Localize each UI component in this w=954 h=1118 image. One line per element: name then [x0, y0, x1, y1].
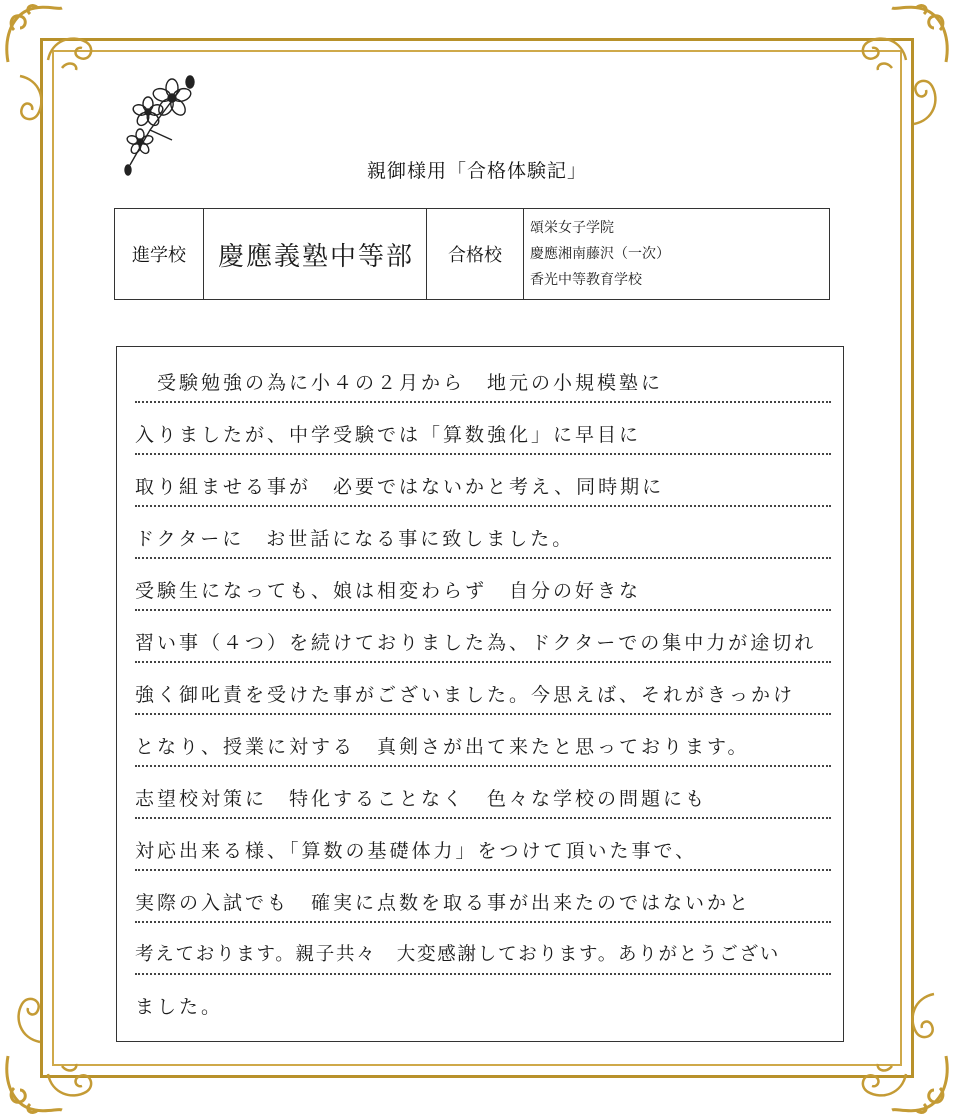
passed-schools-label: 合格校 [427, 209, 524, 300]
essay-line: ドクターに お世話になる事に致しました。 [135, 521, 831, 559]
page-title: 親御様用「合格体験記」 [366, 160, 587, 182]
ornament-scroll-icon [0, 988, 60, 1048]
ornament-scroll-icon [0, 70, 60, 130]
essay-line: 受験生になっても、娘は相変わらず 自分の好きな [135, 573, 831, 611]
essay-line: 入りましたが、中学受験では「算数強化」に早目に [135, 417, 831, 455]
essay-line: 習い事（４つ）を続けておりました為、ドクターでの集中力が途切れ [135, 625, 831, 663]
ornament-scroll-icon [894, 988, 954, 1048]
essay-box [116, 346, 844, 1042]
essay-line: 強く御叱責を受けた事がございました。今思えば、それがきっかけ [135, 677, 831, 715]
essay-line: となり、授業に対する 真剣さが出て来たと思っております。 [135, 729, 831, 767]
ornament-scroll-icon [852, 1054, 912, 1114]
passed-school-item: 頌栄女子学院 [530, 220, 614, 236]
essay-line: 実際の入試でも 確実に点数を取る事が出来たのではないかと [135, 885, 831, 923]
ornament-scroll-icon [894, 70, 954, 130]
essay-line: 取り組ませる事が 必要ではないかと考え、同時期に [135, 469, 831, 507]
essay-line: 対応出来る様、「算数の基礎体力」をつけて頂いた事で、 [135, 833, 831, 871]
school-info-table [114, 208, 830, 300]
passed-school-item: 慶應湘南藤沢（一次） [530, 246, 670, 262]
essay-line: 志望校対策に 特化することなく 色々な学校の問題にも [135, 781, 831, 819]
passed-school-item: 香光中等教育学校 [530, 272, 642, 288]
ornament-scroll-icon [42, 1054, 102, 1114]
essay-line: 受験勉強の為に小４の２月から 地元の小規模塾に [135, 365, 831, 403]
passed-schools-list [524, 209, 830, 300]
admitted-school-value: 慶應義塾中等部 [204, 209, 427, 300]
essay-line: 考えております。親子共々 大変感謝しております。ありがとうござい [135, 937, 831, 975]
admitted-school-label: 進学校 [115, 209, 204, 300]
essay-line: ました。 [135, 996, 224, 1018]
